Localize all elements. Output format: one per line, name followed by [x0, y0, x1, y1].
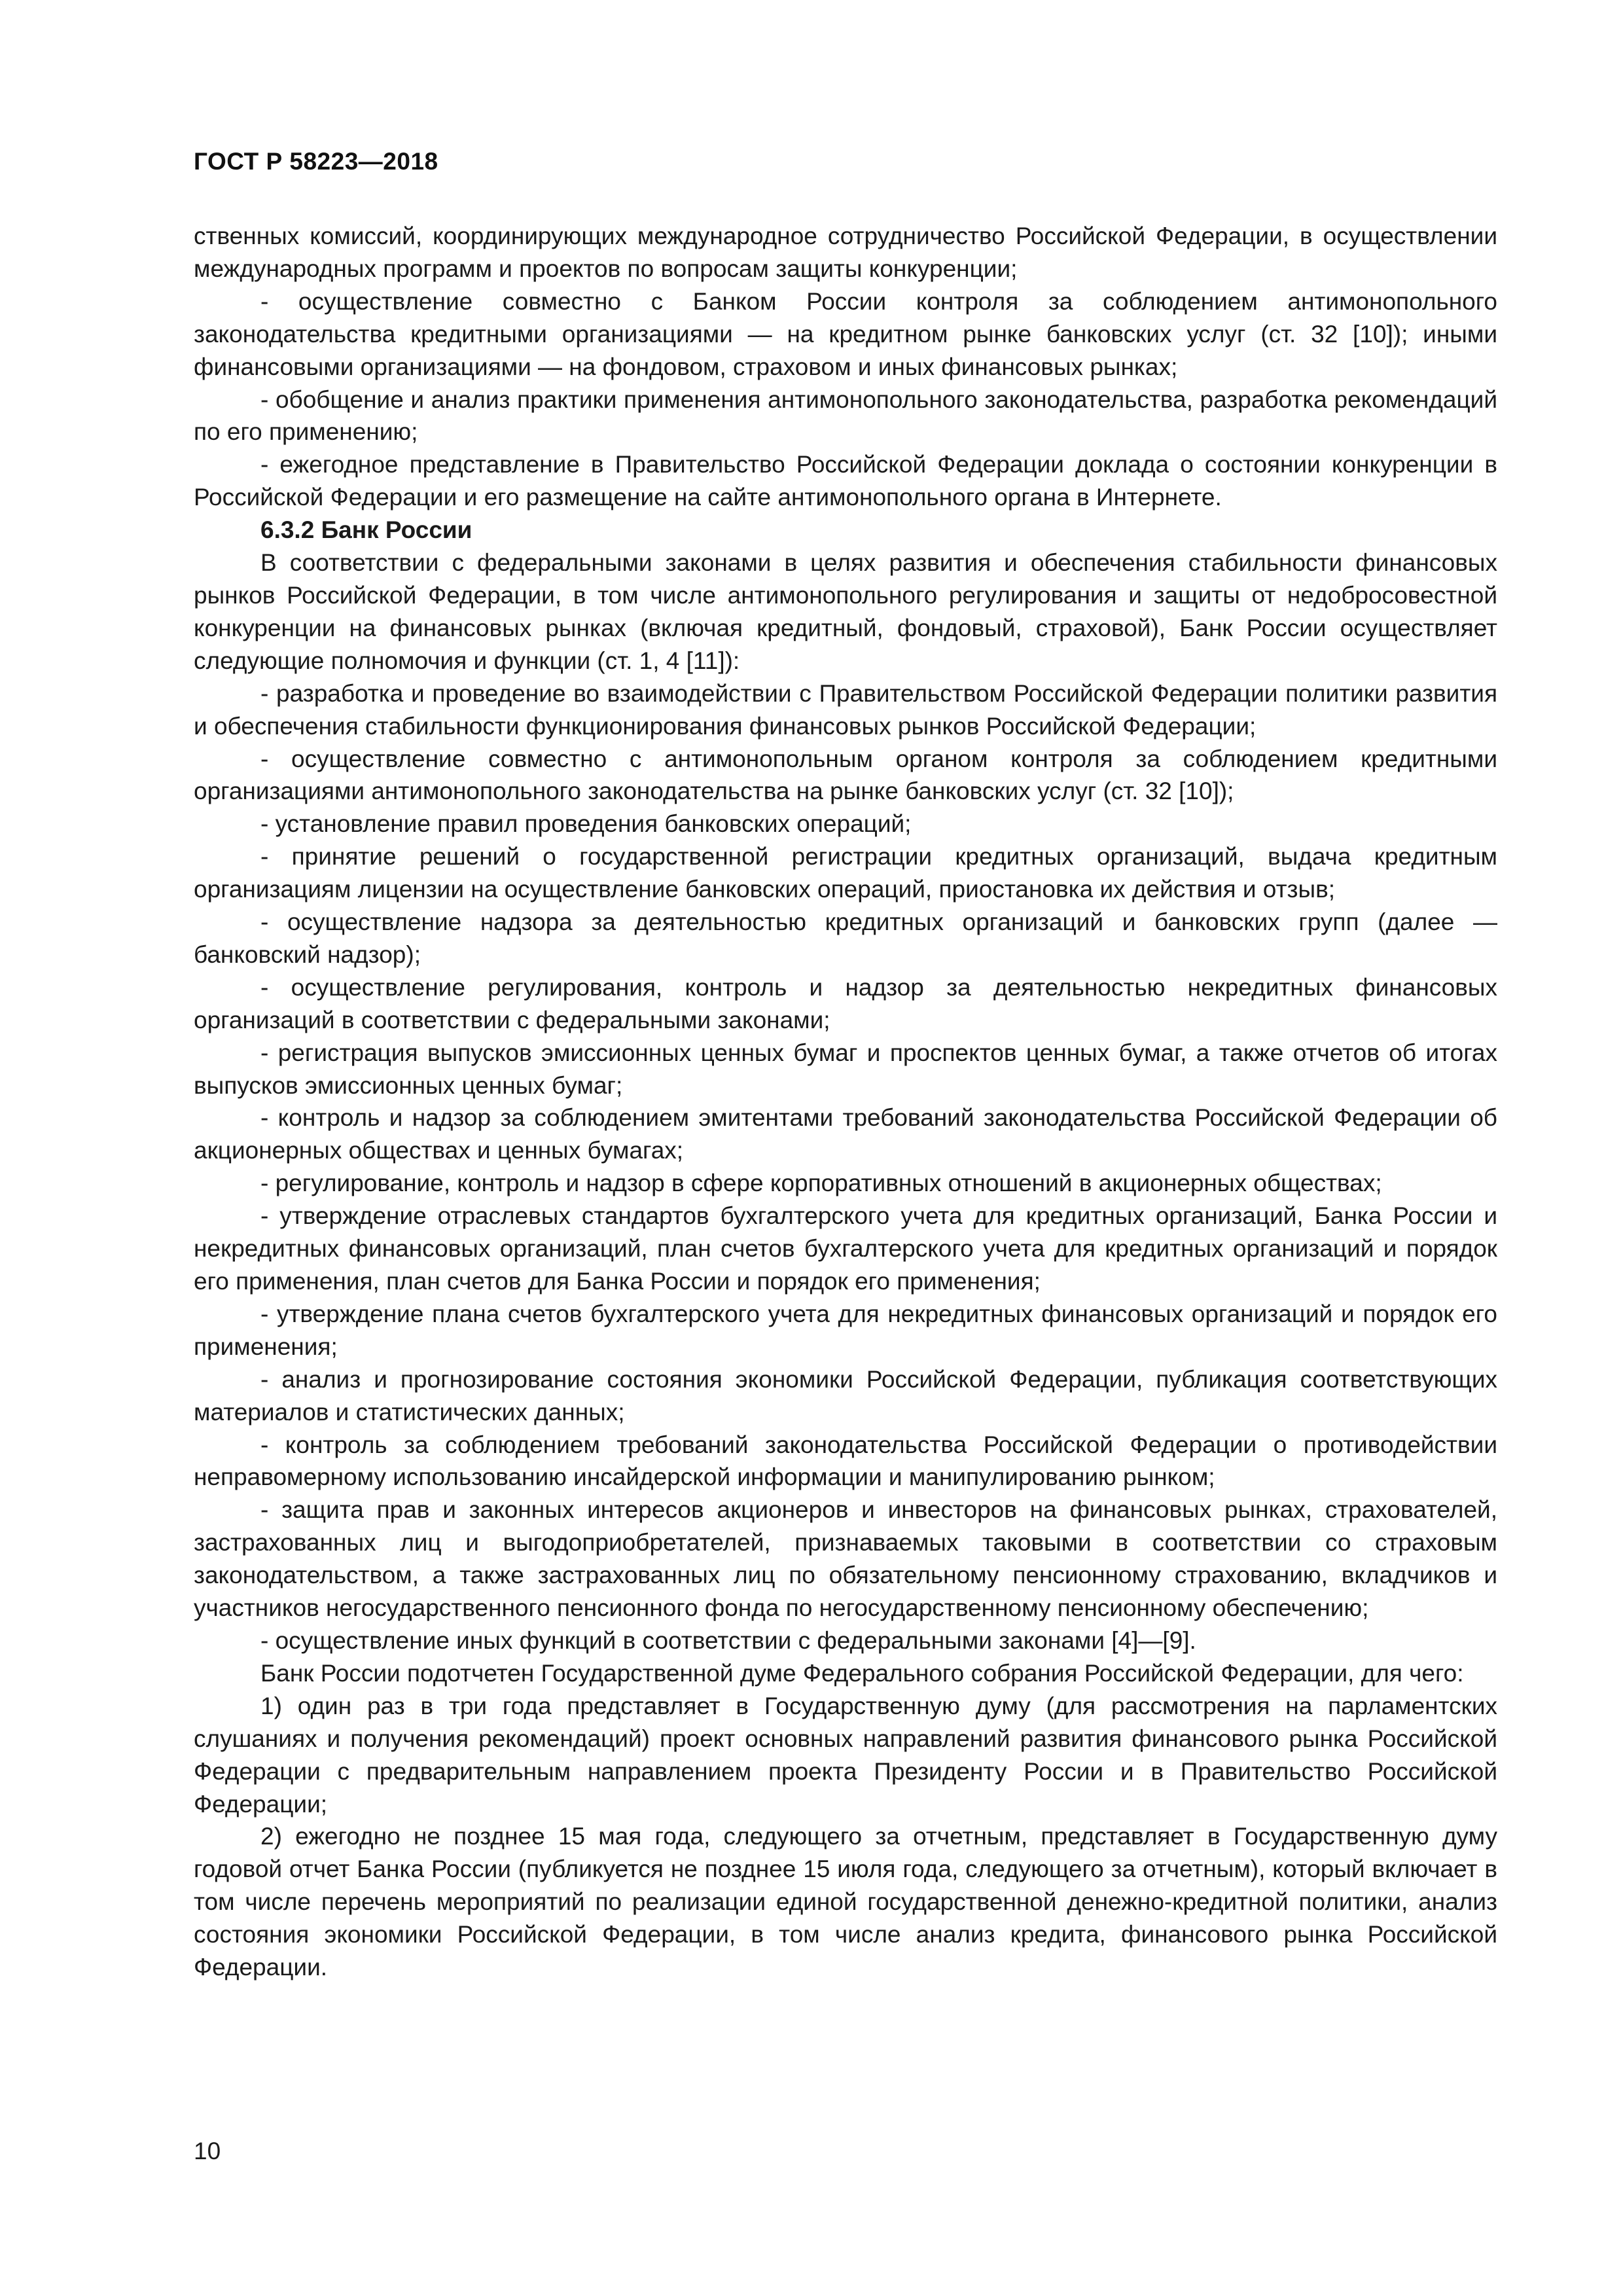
paragraph: - регистрация выпусков эмиссионных ценных бумаг и проспектов ценных бумаг, а также отчетов об итогах выпусков эмиссионных ценных бумаг; — [194, 1039, 1497, 1099]
paragraph: - защита прав и законных интересов акционеров и инвесторов на финансовых рынках, страхователей, застрахованных лиц и выгодоприобретателей, признаваемых таковыми в соответствии со страховым законодательством, а также застрахованных лиц по обязательному пенсионному страхованию, вкладчиков и участников негосударственного пенсионного фонда по негосударственному пенсионному обеспечению; — [194, 1496, 1497, 1622]
paragraph: - осуществление совместно с антимонопольным органом контроля за соблюдением кредитными организациями антимонопольного законодательства на рынке банковских услуг (ст. 32 [10]); — [194, 745, 1497, 805]
paragraph: - установление правил проведения банковских операций; — [260, 810, 912, 838]
paragraph: - утверждение плана счетов бухгалтерского учета для некредитных финансовых организаций и порядок его применения; — [194, 1300, 1497, 1360]
paragraph: В соответствии с федеральными законами в целях развития и обеспечения стабильности финансовых рынков Российской Федерации, в том числе антимонопольного регулирования и защиты от недобросовестной конкуренции на финансовых рынках (включая кредитный, фондовый, страховой), Банк России осуществляет следующие полномочия и функции (ст. 1, 4 [11]): — [194, 549, 1497, 674]
paragraph: 1) один раз в три года представляет в Государственную думу (для рассмотрения на парламентских слушаниях и получения рекомендаций) проект основных направлений развития финансового рынка Российской Федерации с предварительным направлением проекта Президенту России и в Правительство Российской Федерации; — [194, 1692, 1497, 1818]
paragraph: - ежегодное представление в Правительство Российской Федерации доклада о состоянии конкуренции в Российской Федерации и его размещение на сайте антимонопольного органа в Интернете. — [194, 451, 1497, 511]
paragraph: ственных комиссий, координирующих международное сотрудничество Российской Федерации, в осуществлении международных программ и проектов по вопросам защиты конкуренции; — [194, 223, 1497, 282]
paragraph: - принятие решений о государственной регистрации кредитных организаций, выдача кредитным организациям лицензии на осуществление банковских операций, приостановка их действия и отзыв; — [194, 843, 1497, 903]
paragraph: - осуществление иных функций в соответствии с федеральными законами [4]—[9]. — [260, 1626, 1196, 1654]
paragraph: - осуществление совместно с Банком России контроля за соблюдением антимонопольного законодательства кредитными организациями — на кредитном рынке банковских услуг (ст. 32 [10]); иными финансовыми организациями — на фондовом, страховом и иных финансовых рынках; — [194, 287, 1497, 380]
paragraph: - контроль и надзор за соблюдением эмитентами требований законодательства Российской Федерации об акционерных обществах и ценных бумагах; — [194, 1104, 1497, 1164]
document-body — [194, 220, 1497, 1984]
paragraph: - осуществление регулирования, контроль и надзор за деятельностью некредитных финансовых организаций в соответствии с федеральными законами; — [194, 973, 1497, 1033]
paragraph: - утверждение отраслевых стандартов бухгалтерского учета для кредитных организаций, Банка России и некредитных финансовых организаций, план счетов бухгалтерского учета для кредитных организаций и порядок его применения, план счетов для Банка России и порядок его применения; — [194, 1202, 1497, 1295]
page-number: 10 — [194, 2138, 221, 2164]
section-heading: 6.3.2 Банк России — [260, 516, 473, 544]
paragraph: - контроль за соблюдением требований законодательства Российской Федерации о противодействии неправомерному использованию инсайдерской информации и манипулированию рынком; — [194, 1431, 1497, 1491]
paragraph: - осуществление надзора за деятельностью кредитных организаций и банковских групп (далее — банковский надзор); — [194, 908, 1497, 968]
paragraph: - анализ и прогнозирование состояния экономики Российской Федерации, публикация соответствующих материалов и статистических данных; — [194, 1365, 1497, 1426]
paragraph: - разработка и проведение во взаимодействии с Правительством Российской Федерации политики развития и обеспечения стабильности функционирования финансовых рынков Российской Федерации; — [194, 679, 1497, 740]
document-header-standard-number: ГОСТ Р 58223—2018 — [194, 148, 438, 175]
paragraph: Банк России подотчетен Государственной думе Федерального собрания Российской Федерации, для чего: — [260, 1659, 1464, 1687]
paragraph: 2) ежегодно не позднее 15 мая года, следующего за отчетным, представляет в Государственную думу годовой отчет Банка России (публикуется не позднее 15 июля года, следующего за отчетным), который включает в том числе перечень мероприятий по реализации единой государственной денежно-кредитной политики, анализ состояния экономики Российской Федерации, в том числе анализ кредита, финансового рынка Российской Федерации. — [194, 1823, 1497, 1981]
paragraph: - регулирование, контроль и надзор в сфере корпоративных отношений в акционерных обществах; — [260, 1170, 1382, 1197]
paragraph: - обобщение и анализ практики применения антимонопольного законодательства, разработка рекомендаций по его применению; — [194, 386, 1497, 446]
